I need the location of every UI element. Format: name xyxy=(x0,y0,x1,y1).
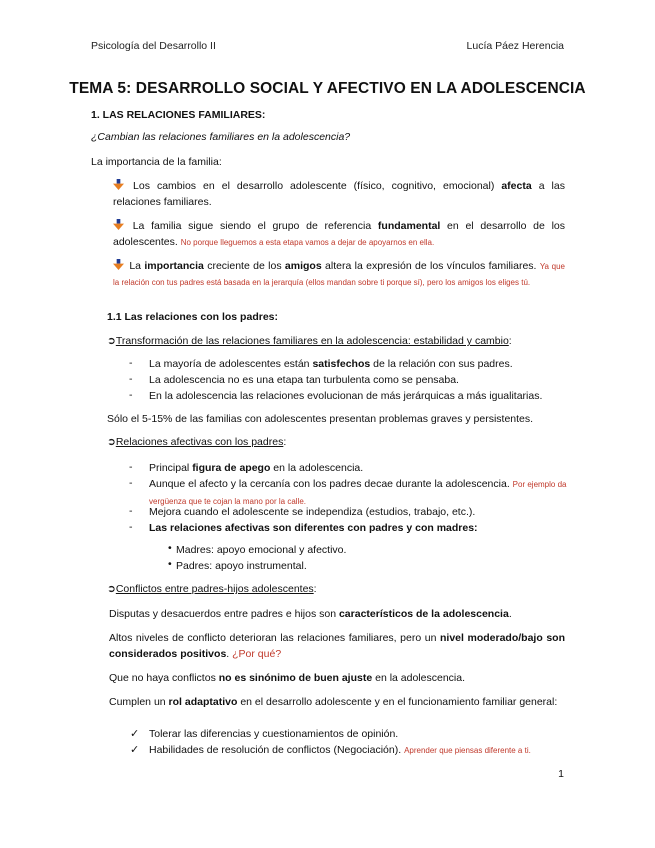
down-arrow-bullet-icon xyxy=(113,219,124,230)
question: ¿Cambian las relaciones familiares en la adolescencia? xyxy=(91,131,351,143)
dash-bullet: - xyxy=(129,505,133,517)
dash-bullet: - xyxy=(129,357,133,369)
down-arrow-bullet-icon xyxy=(113,179,124,190)
dot-bullet: • xyxy=(168,542,172,554)
sub-list-item: Madres: apoyo emocional y afectivo. xyxy=(176,544,347,556)
arrow-right-icon: ➲ xyxy=(107,436,116,448)
page-title: TEMA 5: DESARROLLO SOCIAL Y AFECTIVO EN LA ADOLESCENCIA xyxy=(69,80,586,97)
annotation-note: No porque lleguemos a esta etapa vamos a dejar de apoyarnos en ella. xyxy=(180,238,435,247)
list-item: Principal figura de apego en la adolescencia. xyxy=(149,462,364,474)
bullet-item: La familia sigue siendo el grupo de referencia fundamental en el desarrollo de los adolescentes. No porque lleguemos a esta etapa vamos a dejar de apoyarnos en ella. xyxy=(113,220,565,248)
page-number: 1 xyxy=(558,768,564,780)
dash-bullet: - xyxy=(129,461,133,473)
list-item: Mejora cuando el adolescente se independiza (estudios, trabajo, etc.). xyxy=(149,506,476,518)
paragraph: Disputas y desacuerdos entre padres e hijos son característicos de la adolescencia. xyxy=(109,608,512,620)
subsection-heading: 1.1 Las relaciones con los padres: xyxy=(107,311,278,323)
check-item: Habilidades de resolución de conflictos (Negociación). Aprender que piensas diferente a ti. xyxy=(149,744,531,756)
section-heading: 1. LAS RELACIONES FAMILIARES: xyxy=(91,109,266,121)
annotation-note: Por ejemplo da vergüenza que te cojan la mano por la calle. xyxy=(149,480,567,506)
arrow-right-icon: ➲ xyxy=(107,335,116,347)
header-right: Lucía Páez Herencia xyxy=(466,40,564,52)
bullet-item: Los cambios en el desarrollo adolescente (físico, cognitivo, emocional) afecta a las relaciones familiares. xyxy=(113,180,565,208)
importance-label: La importancia de la familia: xyxy=(91,156,222,168)
list-item: La adolescencia no es una etapa tan turbulenta como se pensaba. xyxy=(149,374,459,386)
paragraph: Que no haya conflictos no es sinónimo de buen ajuste en la adolescencia. xyxy=(109,672,466,684)
annotation-note: ¿Por qué? xyxy=(232,648,282,660)
list-item: La mayoría de adolescentes están satisfechos de la relación con sus padres. xyxy=(149,358,513,370)
dot-bullet: • xyxy=(168,558,172,570)
dash-bullet: - xyxy=(129,521,133,533)
down-arrow-bullet-icon xyxy=(113,259,124,270)
list-item: Aunque el afecto y la cercanía con los padres decae durante la adolescencia. Por ejemplo da vergüenza que te cojan la mano por la calle. xyxy=(149,478,567,506)
conflictos-heading: ➲Conflictos entre padres-hijos adolescentes: xyxy=(107,583,317,595)
annotation-note: Aprender que piensas diferente a ti. xyxy=(404,746,531,755)
afectivas-heading: ➲Relaciones afectivas con los padres: xyxy=(107,436,287,448)
dash-bullet: - xyxy=(129,389,133,401)
list-item: Las relaciones afectivas son diferentes con padres y con madres: xyxy=(149,522,478,534)
check-item: Tolerar las diferencias y cuestionamientos de opinión. xyxy=(149,728,399,740)
transform-heading: ➲Transformación de las relaciones familiares en la adolescencia: estabilidad y cambio: xyxy=(107,335,512,347)
paragraph: Cumplen un rol adaptativo en el desarrollo adolescente y en el funcionamiento familiar general: xyxy=(109,696,558,708)
annotation-note: Ya que la relación con tus padres está basada en la jerarquía (ellos mandan sobre ti porque sí), pero los amigos los eliges tú. xyxy=(113,262,565,287)
dash-bullet: - xyxy=(129,477,133,489)
header-left: Psicología del Desarrollo II xyxy=(91,40,216,52)
bullet-item: La importancia creciente de los amigos altera la expresión de los vínculos familiares. Ya que la relación con tus padres está basada en la jerarquía (ellos mandan sobre ti porque sí), pero los amigos los eliges tú. xyxy=(113,260,565,287)
dash-bullet: - xyxy=(129,373,133,385)
statistic-text: Sólo el 5-15% de las familias con adolescentes presentan problemas graves y persistentes. xyxy=(107,413,534,425)
checkmark-icon: ✓ xyxy=(130,728,140,740)
paragraph: Altos niveles de conflicto deterioran las relaciones familiares, pero un nivel moderado/bajo son considerados positivos. ¿Por qué? xyxy=(109,632,565,660)
list-item: En la adolescencia las relaciones evolucionan de más jerárquicas a más igualitarias. xyxy=(149,390,543,402)
checkmark-icon: ✓ xyxy=(130,744,140,756)
sub-list-item: Padres: apoyo instrumental. xyxy=(176,560,307,572)
arrow-right-icon: ➲ xyxy=(107,583,116,595)
